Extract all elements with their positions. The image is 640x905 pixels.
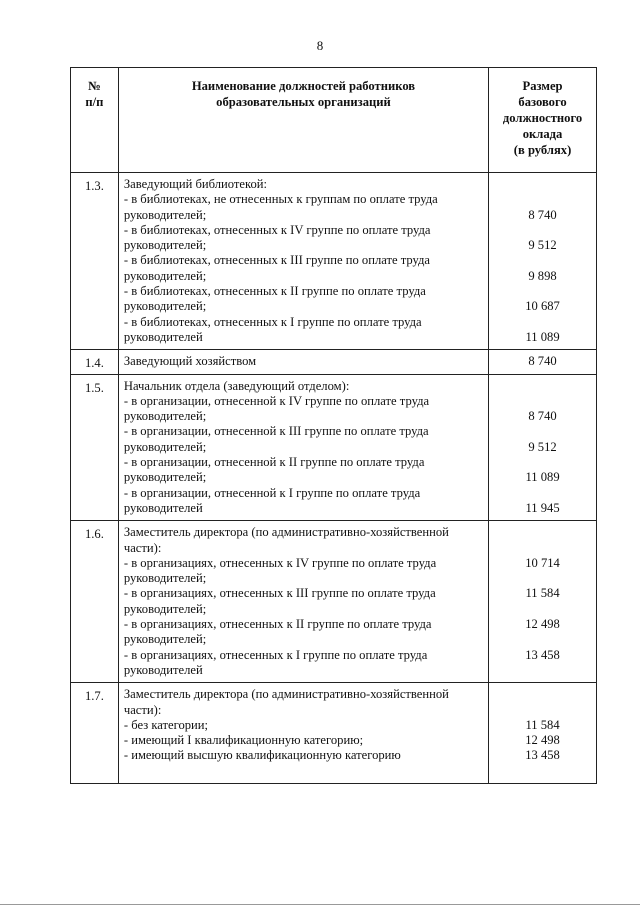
row-item-line: - в библиотеках, отнесенных к IV группе по оплате труда	[123, 222, 431, 237]
row-item-line: руководителей	[123, 500, 203, 515]
salary-value: 12 498	[525, 617, 560, 632]
salary-value: 13 458	[525, 748, 560, 763]
row-item-line: - в библиотеках, не отнесенных к группам по оплате труда	[123, 192, 438, 207]
row-position-name	[118, 374, 488, 521]
row-number: 1.5.	[71, 374, 119, 521]
table-row	[71, 350, 597, 374]
row-item-line: руководителей;	[123, 571, 207, 586]
header-number: № п/п	[71, 68, 119, 173]
row-item-line: руководителей;	[123, 470, 207, 485]
row-position-name	[118, 521, 488, 683]
salary-value: 10 687	[525, 299, 560, 314]
salary-value: 13 458	[525, 647, 560, 662]
salary-value: 10 714	[525, 555, 560, 570]
row-title: Заведующий библиотекой:	[123, 177, 268, 191]
salary-table	[70, 67, 597, 784]
row-salary-values	[489, 173, 597, 350]
row-item-line: - без категории;	[123, 717, 209, 732]
row-number: 1.6.	[71, 521, 119, 683]
salary-value: 11 089	[525, 470, 560, 485]
salary-value: 12 498	[525, 733, 560, 748]
row-position-name	[118, 683, 488, 784]
row-item-line: - в библиотеках, отнесенных к I группе по оплате труда	[123, 314, 422, 329]
row-item-line: - в организации, отнесенной к IV группе по оплате труда	[123, 393, 430, 408]
row-position-name	[118, 350, 488, 374]
page-number: 8	[316, 38, 324, 53]
table-row	[71, 683, 597, 784]
row-number: 1.4.	[71, 350, 119, 374]
row-position-name	[118, 173, 488, 350]
row-item-line: - в организациях, отнесенных к IV группе по оплате труда	[123, 555, 437, 570]
row-salary-values	[489, 374, 597, 521]
row-number: 1.3.	[71, 173, 119, 350]
row-item-line: - в организации, отнесенной к I группе по оплате труда	[123, 485, 421, 500]
row-item-line: - в организации, отнесенной к II группе по оплате труда	[123, 455, 425, 470]
row-item-line: - в организациях, отнесенных к III группе по оплате труда	[123, 586, 436, 601]
row-item-line: руководителей;	[123, 439, 207, 454]
table-header-row	[71, 68, 597, 173]
row-title: Заместитель директора (по административно-хозяйственной	[123, 525, 449, 540]
row-item-line: - имеющий высшую квалификационную категорию	[123, 748, 401, 763]
row-item-line: руководителей	[123, 662, 203, 677]
salary-value: 9 512	[528, 238, 557, 253]
row-item-line: руководителей;	[123, 632, 207, 647]
row-title: Заведующий хозяйством	[123, 354, 257, 369]
row-item-line: руководителей	[123, 329, 203, 344]
row-item-line: руководителей;	[123, 207, 207, 222]
salary-value: 11 584	[525, 586, 560, 601]
salary-value: 11 584	[525, 717, 560, 732]
row-item-line: руководителей;	[123, 601, 207, 616]
row-number: 1.7.	[71, 683, 119, 784]
salary-value: 8 740	[528, 207, 557, 222]
salary-value: 8 740	[528, 354, 557, 369]
row-item-line: - в библиотеках, отнесенных к III группе по оплате труда	[123, 253, 431, 268]
row-item-line: руководителей;	[123, 268, 207, 283]
table-row	[71, 173, 597, 350]
row-item-line: руководителей;	[123, 299, 207, 314]
salary-value: 11 945	[525, 500, 560, 515]
row-salary-values	[489, 683, 597, 784]
row-item-line: - в организациях, отнесенных к I группе по оплате труда	[123, 647, 428, 662]
row-item-line: - в организациях, отнесенных к II группе по оплате труда	[123, 617, 432, 632]
row-title: части):	[123, 540, 162, 555]
row-item-line: - в библиотеках, отнесенных к II группе по оплате труда	[123, 284, 426, 299]
row-item-line: - в организации, отнесенной к III группе по оплате труда	[123, 424, 429, 439]
row-salary-values	[489, 521, 597, 683]
header-salary-size: Размер базового должностного оклада (в рублях)	[489, 68, 597, 173]
header-position-name: Наименование должностей работников образовательных организаций	[118, 68, 488, 173]
row-item-line: руководителей;	[123, 238, 207, 253]
table-row	[71, 374, 597, 521]
row-title: Заместитель директора (по административно-хозяйственной	[123, 687, 449, 702]
salary-value: 9 512	[528, 439, 557, 454]
row-item-line: руководителей;	[123, 409, 207, 424]
salary-value: 11 089	[525, 329, 560, 344]
row-title: части):	[123, 702, 162, 717]
row-item-line: - имеющий I квалификационную категорию;	[123, 733, 364, 748]
row-title: Начальник отдела (заведующий отделом):	[123, 378, 350, 393]
row-salary-values	[489, 350, 597, 374]
salary-value: 9 898	[528, 268, 557, 283]
salary-value: 8 740	[528, 409, 557, 424]
table-row	[71, 521, 597, 683]
